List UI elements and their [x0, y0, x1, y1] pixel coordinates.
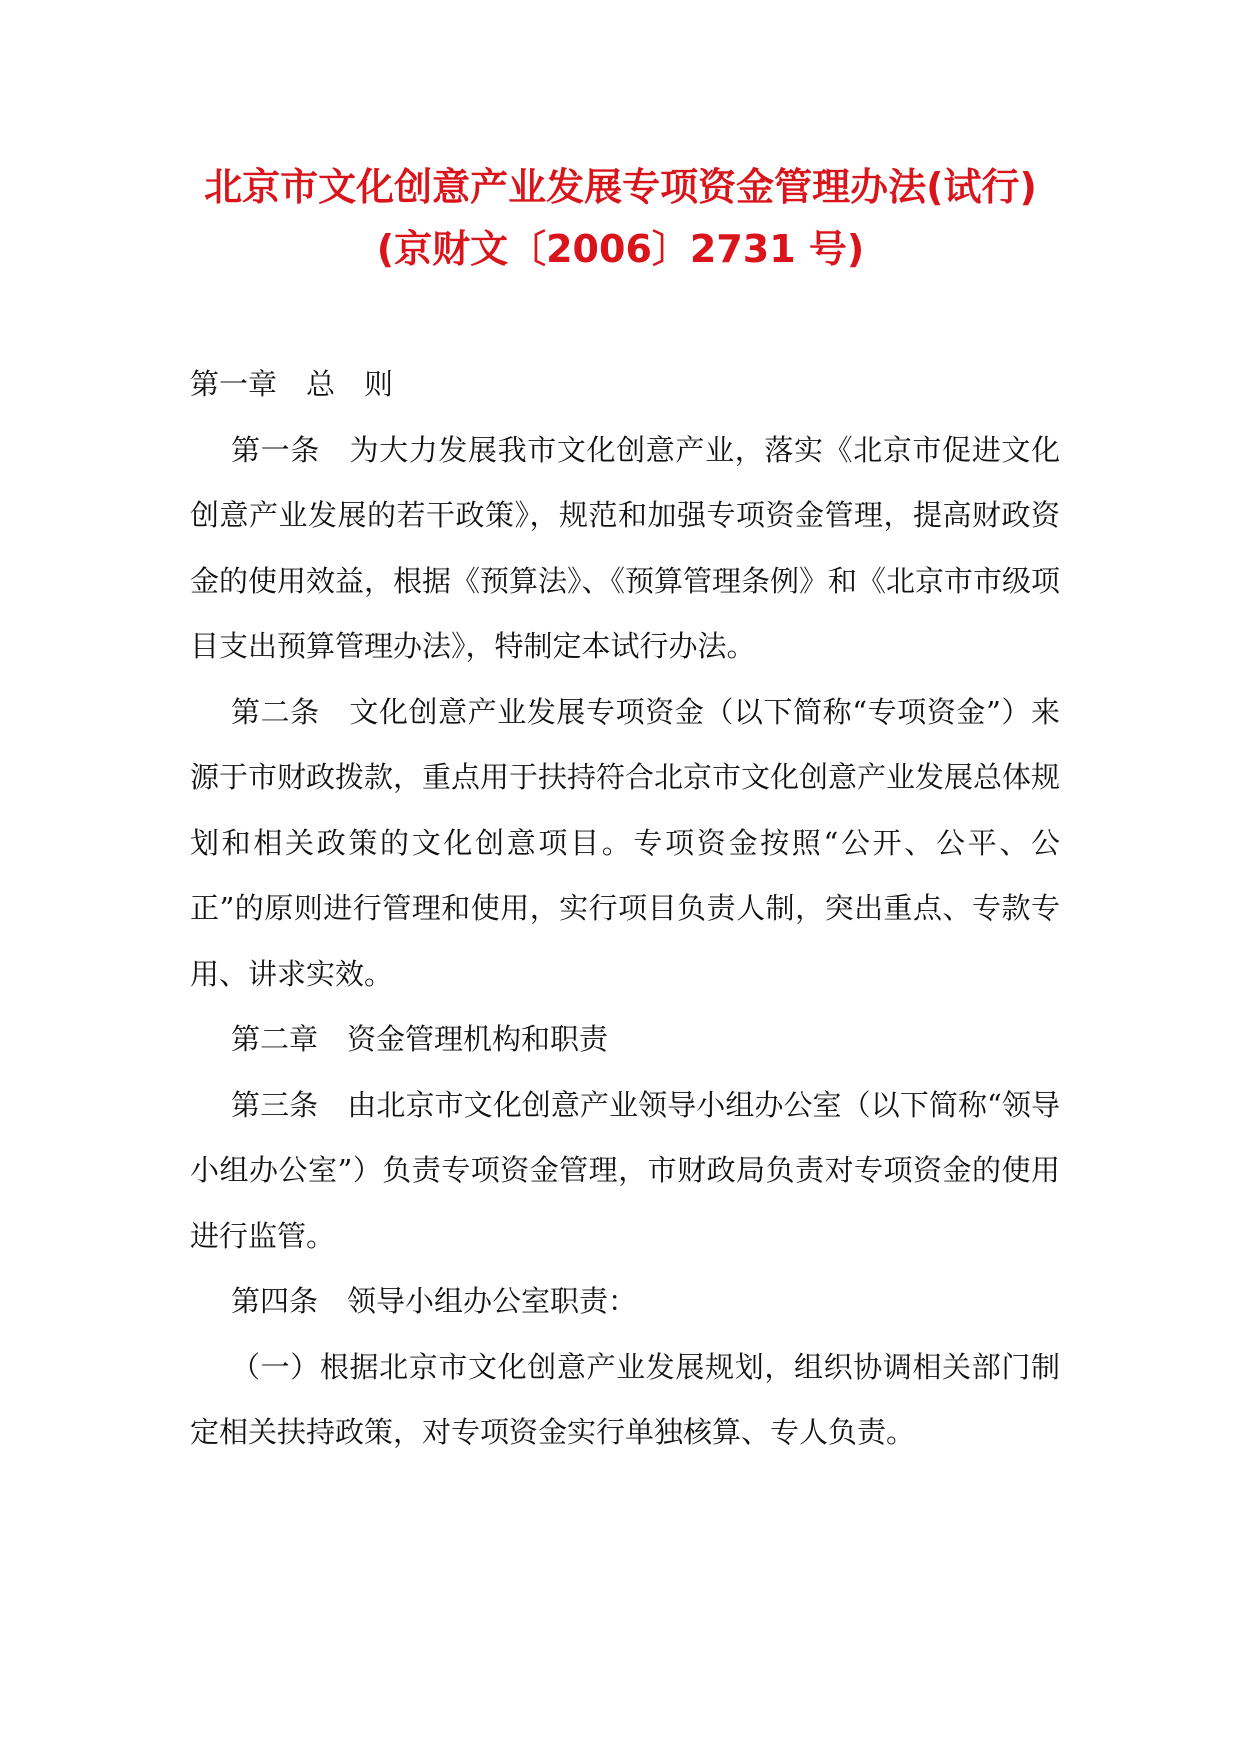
article-paragraph: 第二条 文化创意产业发展专项资金（以下简称“专项资金”）来源于市财政拨款，重点用于扶持符合北京市文化创意产业发展总体规划和相关政策的文化创意项目。专项资金按照“公开、公平、公正”的原则进行管理和使用，实行项目负责人制，突出重点、专款专用、讲求实效。	[190, 694, 1061, 991]
chapter-heading: 第一章 总 则	[190, 367, 394, 401]
article-paragraph: 第三条 由北京市文化创意产业领导小组办公室（以下简称“领导小组办公室”）负责专项资金管理，市财政局负责对专项资金的使用进行监管。	[190, 1087, 1060, 1253]
article-paragraph: 第一条 为大力发展我市文化创意产业，落实《北京市促进文化创意产业发展的若干政策》，规范和加强专项资金管理，提高财政资金的使用效益，根据《预算法》、《预算管理条例》和《北京市市级项目支出预算管理办法》，特制定本试行办法。	[190, 432, 1061, 663]
list-item-paragraph: （一）根据北京市文化创意产业发展规划，组织协调相关部门制定相关扶持政策，对专项资金实行单独核算、专人负责。	[190, 1349, 1060, 1449]
document-number: (京财文〔2006〕2731 号)	[376, 227, 865, 271]
document-title: 北京市文化创意产业发展专项资金管理办法(试行)	[204, 165, 1037, 209]
article-paragraph: 第四条 领导小组办公室职责：	[231, 1284, 638, 1318]
document-body	[190, 352, 1060, 1466]
chapter-heading: 第二章 资金管理机构和职责	[231, 1022, 609, 1056]
